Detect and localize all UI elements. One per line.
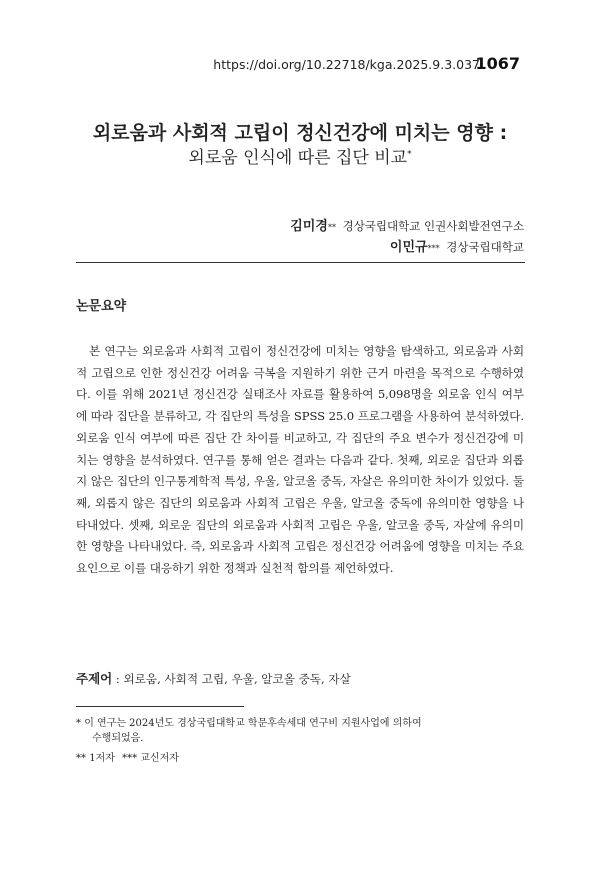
abstract-heading: 논문요약 [76,299,127,314]
subtitle-text: 외로움 인식에 따른 집단 비교 [188,148,408,168]
paper-subtitle [0,143,600,168]
author-1 [290,215,524,234]
author-1-affiliation: 경상국립대학교 인권사회발전연구소 [342,219,524,233]
doi-text: https://doi.org/10.22718/kga.2025.9.3.037 [213,57,480,72]
doi-link[interactable] [213,57,480,72]
header-divider [76,262,525,263]
keywords-label: 주제어 [76,671,113,686]
author-1-mark: ** [327,223,336,232]
page-number: 1067 [475,54,520,73]
footnote-1-line1: 이 연구는 2024년도 경상국립대학교 학문후속세대 연구비 지원사업에 의하여 [84,718,422,729]
author-2 [390,236,524,255]
footnote-2-mark: ** [76,753,86,764]
footnote-divider [76,706,244,707]
footnote-3-mark: *** [122,753,138,764]
footnote-1 [76,716,528,746]
keywords-text: 외로움, 사회적 고립, 우울, 알코올 중독, 자살 [123,672,351,686]
footnote-1-line2: 수행되었음. [92,733,144,744]
author-2-name: 이민규 [389,240,428,255]
author-1-name: 김미경 [290,219,328,234]
keywords-line [76,669,351,687]
author-2-affiliation: 경상국립대학교 [446,240,524,254]
abstract-body: 본 연구는 외로움과 사회적 고립이 정신건강에 미치는 영향을 탐색하고, 외로움과 사회적 고립으로 인한 정신건강 어려움 극복을 지원하기 위한 근거 마련을 목적으로 수행하였다. 이를 위해 2021년 정신건강 실태조사 자료를 활용하여 5,098명을 외로움 인식 여부에 따라 집단을 분류하고, 각 집단의 특성을 SPSS 25.0 프로그램을 사용하여 분석하였다. 외로움 인식 여부에 따른 집단 간 차이를 비교하고, 각 집단의 주요 변수가 정신건강에 미치는 영향을 분석하였다. 연구를 통해 얻은 결과는 다음과 같다. 첫째, 외로운 집단과 외롭지 않은 집단의 인구통계학적 특성, 우울, 알코올 중독, 자살은 유의미한 차이가 있었다. 둘째, 외롭지 않은 집단의 외로움과 사회적 고립은 우울, 알코올 중독에 유의미한 영향을 나타내었다. 셋째, 외로운 집단의 외로움과 사회적 고립은 우울, 알코올 중독, 자살에 유의미한 영향을 나타내었다. 즉, 외로움과 사회적 고립은 정신건강 어려움에 영향을 미치는 주요 요인으로 이를 대응하기 위한 정책과 실천적 함의를 제언하였다. [76,344,524,576]
author-2-mark: *** [427,244,440,253]
subtitle-footnote-mark: * [407,149,412,160]
footnote-3-text: 교신저자 [140,753,179,764]
keywords-separator: : [112,672,124,686]
paper-title: 외로움과 사회적 고립이 정신건강에 미치는 영향 : [92,122,508,144]
footnote-2 [76,751,179,766]
footnote-2-text: 1저자 [89,753,115,764]
footnote-1-mark: * [76,718,81,729]
